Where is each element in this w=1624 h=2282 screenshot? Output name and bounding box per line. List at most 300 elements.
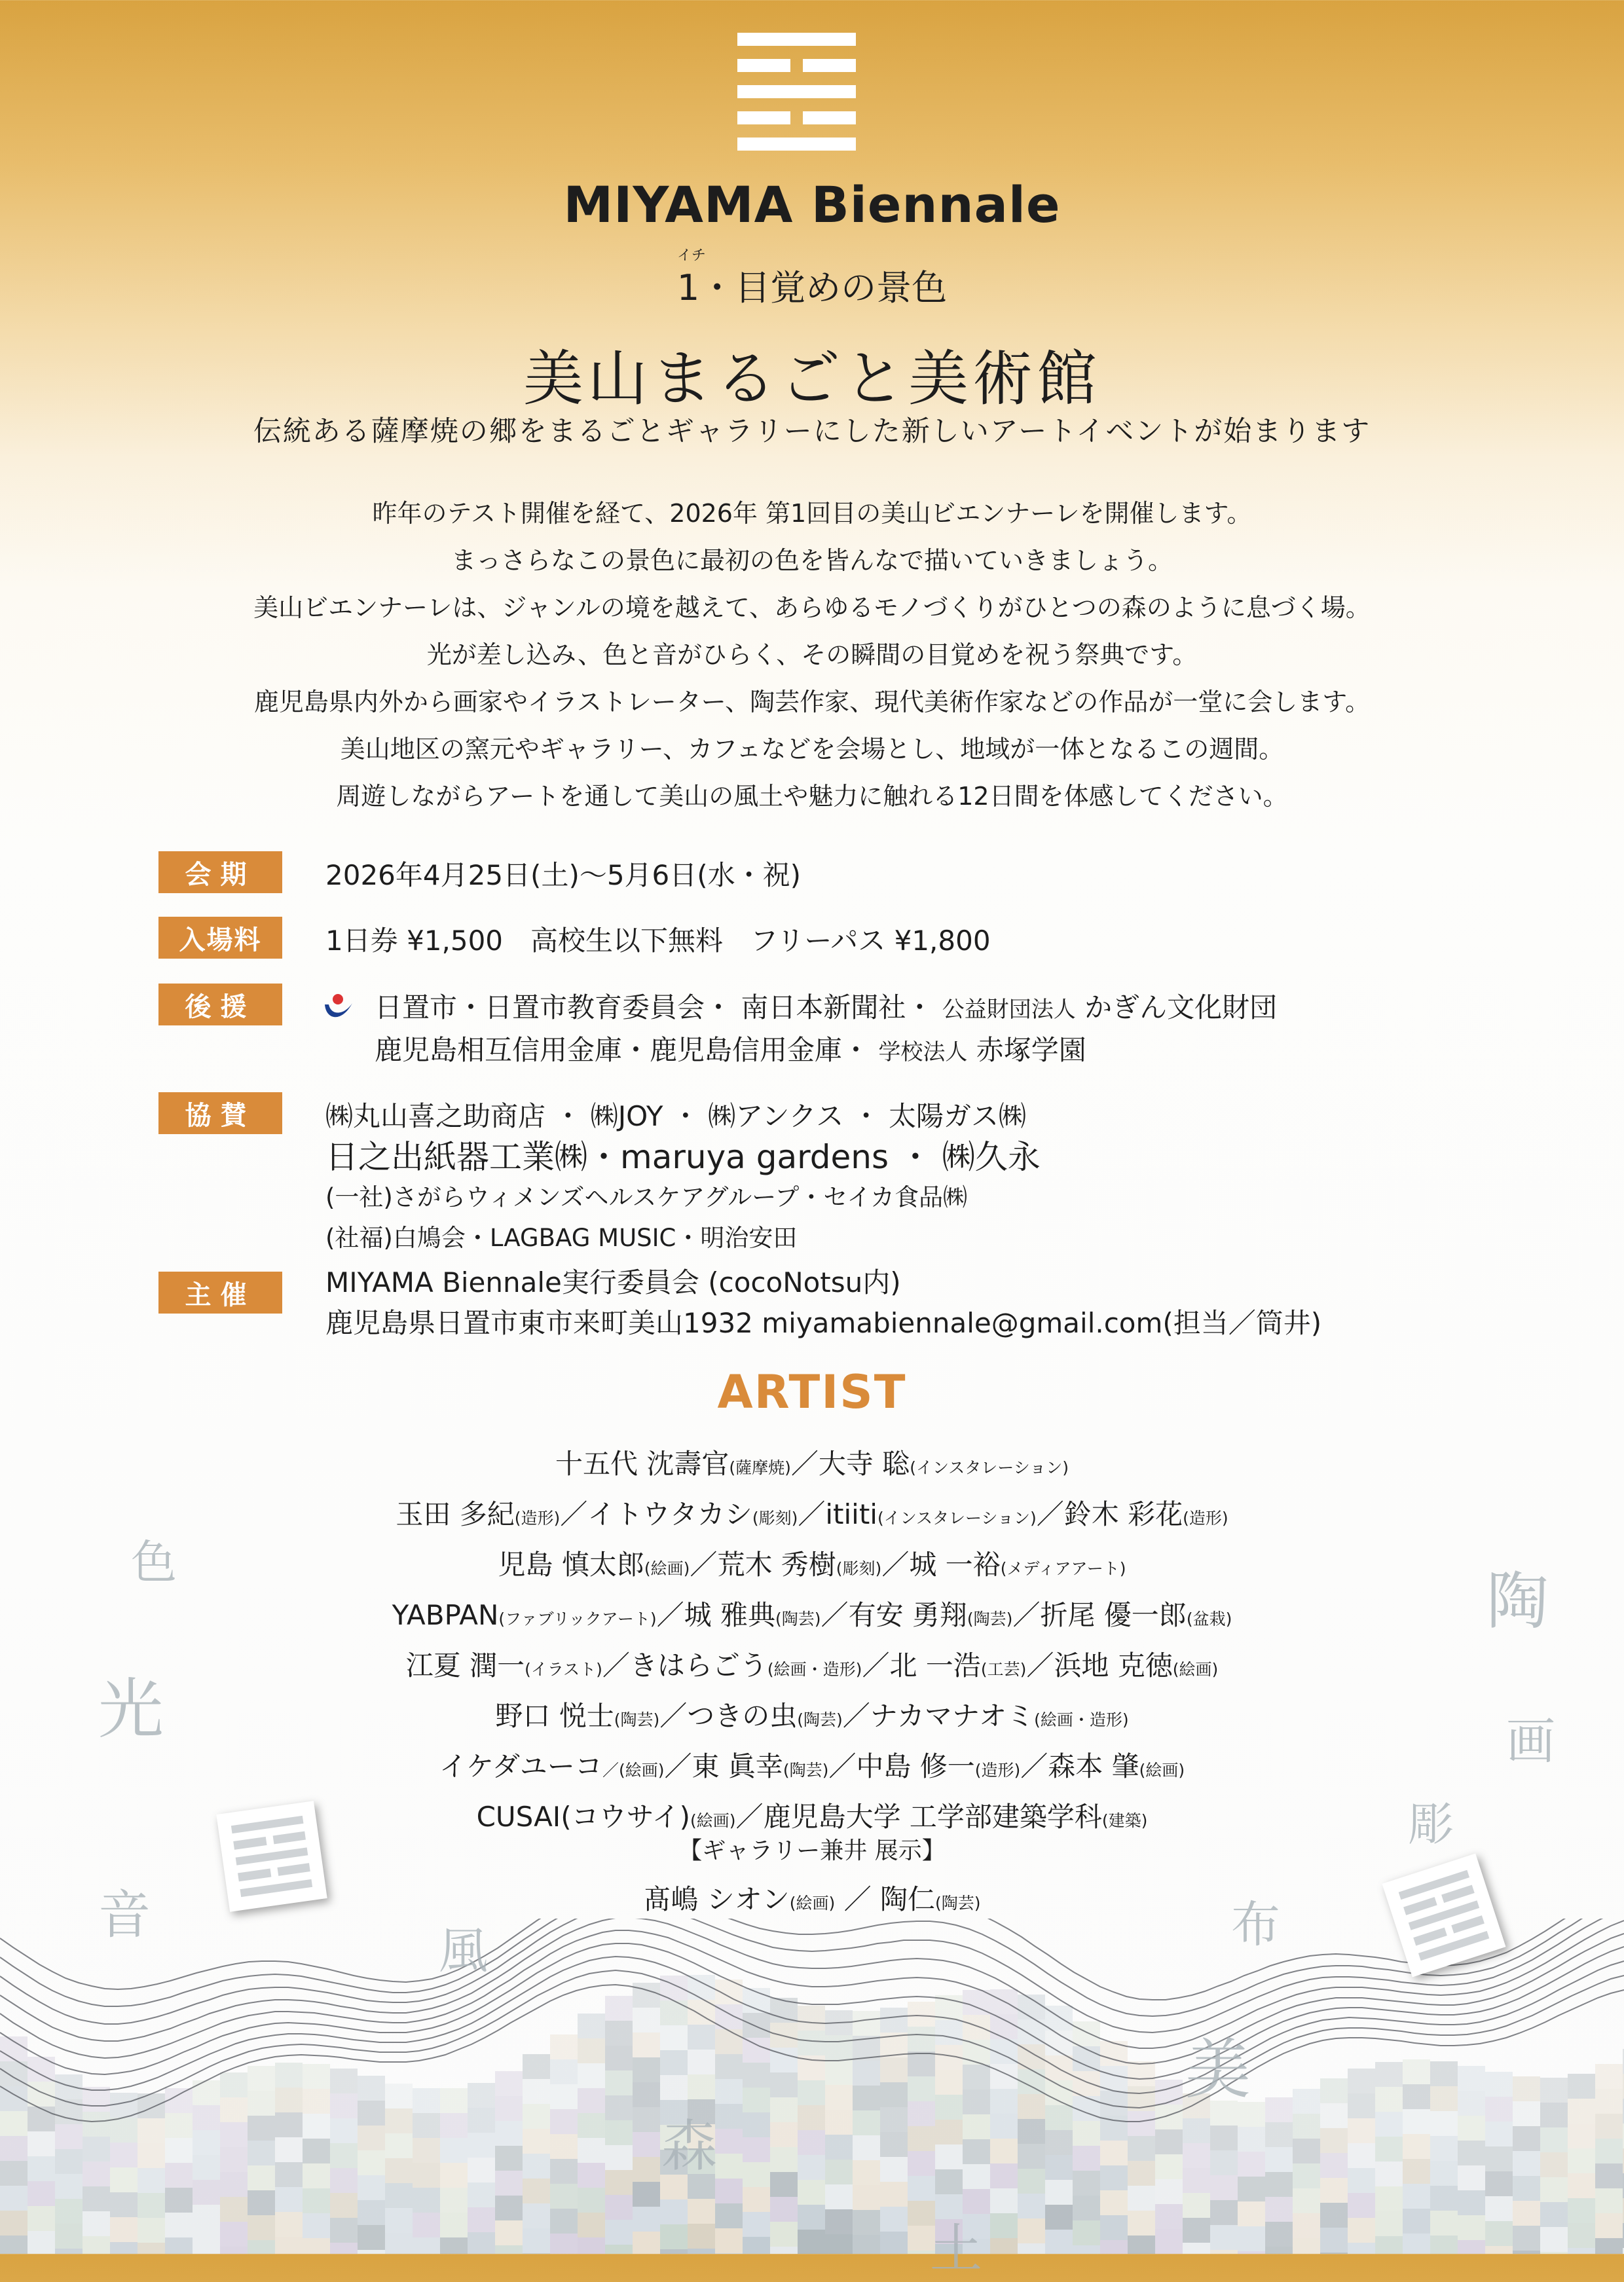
- info-row-period: [158, 851, 802, 893]
- mosaic-tile: [523, 2104, 550, 2129]
- mosaic-tile: [1540, 2227, 1568, 2252]
- wave-line: [0, 1919, 1624, 2000]
- mosaic-tile: [275, 2162, 303, 2187]
- mosaic-tile: [275, 2088, 303, 2112]
- mosaic-tile: [55, 2124, 83, 2149]
- logo-bar: [737, 33, 856, 46]
- mosaic-tile: [1238, 2251, 1265, 2254]
- mosaic-tile: [28, 2231, 55, 2254]
- mosaic-tile: [1128, 2211, 1155, 2236]
- mosaic-tile: [468, 2207, 495, 2232]
- mosaic-tile: [358, 2076, 385, 2101]
- mosaic-tile: [578, 2213, 605, 2237]
- artist-genre: (薩摩焼): [729, 1458, 791, 1477]
- intro-line: 鹿児島県内外から画家やイラストレーター、陶芸作家、現代美術作家などの作品が一堂に会します。: [253, 688, 1371, 716]
- label-period: 会期: [158, 851, 282, 893]
- mosaic-tile: [1320, 2228, 1348, 2253]
- mosaic-tile: [83, 2186, 110, 2211]
- mosaic-tile: [495, 2071, 523, 2096]
- intro-line: まっさらなこの景色に最初の色を皆んなで描いていきましょう。: [451, 546, 1173, 575]
- support-line2-end: 赤塚学園: [976, 1034, 1086, 1066]
- mosaic-tile: [413, 2113, 440, 2138]
- mosaic-tile: [935, 2070, 963, 2095]
- separator: ／: [1020, 1750, 1048, 1782]
- mosaic-tile: [1568, 2198, 1595, 2223]
- mosaic-tile: [358, 2200, 385, 2225]
- logo-bar: [1451, 1915, 1485, 1933]
- mosaic-tile: [138, 2168, 165, 2193]
- mosaic-tile: [0, 2111, 28, 2136]
- mosaic-tile: [1403, 2234, 1430, 2254]
- mosaic-tile: [1045, 2105, 1073, 2130]
- mosaic-tile: [935, 2095, 963, 2120]
- artist-genre: (メディアアート): [1000, 1559, 1126, 1578]
- mosaic-tile: [358, 2150, 385, 2175]
- mosaic-tile: [358, 2126, 385, 2150]
- mosaic-tile: [1458, 2240, 1485, 2254]
- mosaic-tile: [550, 2234, 578, 2254]
- mosaic-tile: [1183, 2168, 1210, 2193]
- mosaic-tile: [1100, 2165, 1128, 2190]
- artist-name: CUSAI(コウサイ): [476, 1801, 691, 1833]
- mosaic-tile: [495, 2096, 523, 2121]
- mosaic-tile: [440, 2113, 468, 2138]
- mosaic-tile: [715, 2054, 743, 2079]
- mosaic-tile: [825, 2110, 853, 2135]
- mosaic-tile: [853, 2160, 880, 2185]
- mosaic-tile: [1210, 2150, 1238, 2175]
- mosaic-tile: [1018, 2169, 1045, 2194]
- mosaic-tile: [303, 2238, 330, 2254]
- decor-kanji: 陶: [1486, 1566, 1549, 1638]
- artist-genre: (工芸): [980, 1660, 1027, 1679]
- artist-genre: (盆栽): [1186, 1610, 1232, 1629]
- support-line2-small: 学校法人: [878, 1039, 968, 1065]
- mosaic-tile: [935, 1995, 963, 2020]
- mosaic-tile: [798, 2155, 825, 2180]
- artist-name: ナカマナオミ: [870, 1700, 1035, 1732]
- mosaic-tile: [715, 2228, 743, 2253]
- mosaic-tile: [1128, 2136, 1155, 2161]
- mosaic-tile: [1568, 2124, 1595, 2148]
- mosaic-tile: [1568, 2223, 1595, 2248]
- artist-genre: (造形): [1183, 1509, 1228, 1528]
- organizer-line1: MIYAMA Biennale実行委員会 (cocoNotsu内): [325, 1266, 901, 1298]
- mosaic-tile: [1238, 2127, 1265, 2152]
- artist-genre: (陶芸): [967, 1610, 1013, 1629]
- artist-line: [0, 1441, 1624, 1491]
- mosaic-tile: [1320, 2203, 1348, 2228]
- mosaic-tile: [1568, 2148, 1595, 2173]
- mosaic-tile: [1073, 2146, 1100, 2171]
- mosaic-tile: [193, 2205, 220, 2230]
- mosaic-tile: [330, 2168, 358, 2193]
- mosaic-tile: [1403, 2134, 1430, 2159]
- mosaic-tile: [1045, 2230, 1073, 2254]
- mosaic-tile: [853, 2210, 880, 2235]
- mosaic-tile: [1073, 2071, 1100, 2096]
- mosaic-tile: [990, 2213, 1018, 2238]
- mountain-mosaic-decoration: [0, 1919, 1624, 2254]
- mosaic-tile: [248, 2240, 275, 2254]
- mosaic-tile: [1430, 2211, 1458, 2236]
- mosaic-tile: [440, 2237, 468, 2254]
- mosaic-tile: [110, 2217, 138, 2242]
- hioki-city-emblem-icon: [322, 991, 355, 1024]
- mosaic-tile: [1293, 2238, 1320, 2254]
- mosaic-tile: [578, 2237, 605, 2254]
- mosaic-tile: [908, 2101, 935, 2126]
- mosaic-tile: [1485, 2246, 1513, 2254]
- mosaic-tile: [660, 2199, 688, 2224]
- mosaic-tile: [715, 2154, 743, 2179]
- mosaic-tile: [963, 2065, 990, 2089]
- mosaic-tile: [1018, 2094, 1045, 2119]
- artist-name: イケダユーコ: [439, 1750, 602, 1782]
- mosaic-tile: [1403, 2084, 1430, 2109]
- mosaic-tile: [908, 2002, 935, 2027]
- mosaic-tile: [248, 2141, 275, 2165]
- artist-name: 城 雅典: [684, 1599, 776, 1631]
- mosaic-tile: [28, 2156, 55, 2181]
- mosaic-tile: [880, 2157, 908, 2182]
- mosaic-tile: [110, 2242, 138, 2254]
- mosaic-tile: [1293, 2139, 1320, 2163]
- mosaic-tile: [1375, 2062, 1403, 2087]
- mosaic-tile: [165, 2138, 193, 2163]
- mosaic-tile: [660, 2224, 688, 2249]
- mosaic-tile: [1430, 2086, 1458, 2111]
- mosaic-tile: [633, 2207, 660, 2232]
- mosaic-tile: [55, 2199, 83, 2224]
- mosaic-tile: [248, 2066, 275, 2091]
- mosaic-tile: [358, 2175, 385, 2200]
- mosaic-tile: [55, 2174, 83, 2199]
- mosaic-tile: [413, 2163, 440, 2188]
- mosaic-tile: [1128, 2061, 1155, 2086]
- mosaic-tile: [908, 2126, 935, 2151]
- logo-bar: [1413, 1928, 1447, 1945]
- logo-bar: [240, 1879, 312, 1897]
- mosaic-tile: [1485, 2196, 1513, 2221]
- mosaic-tile: [1210, 2126, 1238, 2150]
- wave-line: [0, 1919, 1624, 2016]
- separator: ／: [828, 1750, 857, 1782]
- mosaic-tile: [385, 2233, 413, 2254]
- mosaic-tile: [1458, 2116, 1485, 2141]
- mosaic-tile: [468, 2108, 495, 2133]
- mosaic-tile: [990, 2139, 1018, 2163]
- intro-text: [0, 490, 1624, 820]
- artist-name: itiiti: [825, 1498, 877, 1530]
- artist-genre: (建築): [1101, 1811, 1148, 1830]
- mosaic-tile: [715, 2079, 743, 2104]
- mosaic-tile: [825, 2209, 853, 2234]
- separator: ／: [560, 1498, 588, 1530]
- mosaic-tile: [303, 2064, 330, 2089]
- mosaic-tile: [1403, 2109, 1430, 2134]
- artist-list: [0, 1441, 1624, 1844]
- mosaic-tile: [1018, 2144, 1045, 2169]
- artist-name: 東 眞幸: [692, 1750, 783, 1782]
- mosaic-tile: [1018, 2243, 1045, 2254]
- mosaic-tile: [990, 2089, 1018, 2114]
- artist-name: YABPAN: [392, 1599, 499, 1631]
- mosaic-tile: [1595, 2213, 1623, 2238]
- mosaic-tile: [1403, 2159, 1430, 2184]
- mosaic-tile: [1458, 2141, 1485, 2165]
- mosaic-tile: [165, 2237, 193, 2254]
- artist-name: 北 一浩: [889, 1649, 981, 1682]
- mosaic-tile: [385, 2133, 413, 2158]
- label-support: 後援: [158, 984, 282, 1025]
- mosaic-tile: [1293, 2089, 1320, 2114]
- mosaic-tile: [413, 2088, 440, 2113]
- mosaic-tile: [990, 2064, 1018, 2089]
- mosaic-tile: [605, 2245, 633, 2254]
- mosaic-tile: [1540, 2177, 1568, 2202]
- mosaic-tile: [1045, 2180, 1073, 2205]
- mosaic-tile: [1045, 2055, 1073, 2080]
- mosaic-tile: [1265, 2247, 1293, 2254]
- mosaic-tile: [275, 2187, 303, 2212]
- organizer-value: [325, 1262, 1321, 1344]
- mosaic-tile: [138, 2143, 165, 2168]
- mosaic-tile: [495, 2121, 523, 2146]
- mosaic-tile: [935, 2169, 963, 2194]
- mosaic-tile: [990, 2238, 1018, 2254]
- mosaic-tile: [0, 2086, 28, 2111]
- mosaic-tile: [605, 2021, 633, 2046]
- mosaic-tile: [1155, 2105, 1183, 2129]
- decor-kanji: 光: [98, 1671, 164, 1748]
- artist-genre: (陶芸): [783, 1761, 829, 1780]
- artist-name: 森本 肇: [1048, 1750, 1139, 1782]
- mosaic-tile: [1320, 2153, 1348, 2178]
- support-line1-end: かぎん文化財団: [1084, 991, 1278, 1023]
- artist-name: 玉田 多紀: [396, 1498, 515, 1530]
- mosaic-tile: [1540, 2078, 1568, 2103]
- mosaic-tile: [1430, 2111, 1458, 2136]
- artist-genre: (絵画): [644, 1559, 690, 1578]
- mosaic-tile: [165, 2213, 193, 2237]
- separator: ／: [842, 1700, 870, 1732]
- mosaic-tile: [468, 2083, 495, 2108]
- support-line1: 日置市・日置市教育委員会・ 南日本新聞社・: [375, 991, 934, 1023]
- mosaic-tile: [770, 2172, 798, 2197]
- mosaic-tile: [0, 2186, 28, 2211]
- mosaic-tile: [770, 2222, 798, 2247]
- mosaic-tile: [1403, 2209, 1430, 2234]
- mosaic-tile: [1540, 2127, 1568, 2152]
- logo-bar: [737, 138, 856, 151]
- mosaic-tile: [1458, 2190, 1485, 2215]
- mosaic-tile: [578, 2188, 605, 2213]
- mosaic-tile: [303, 2213, 330, 2238]
- artist-name: 鈴木 彩花: [1063, 1498, 1183, 1530]
- mosaic-tile: [798, 2180, 825, 2205]
- decor-kanji: 土: [930, 2218, 982, 2279]
- mosaic-tile: [55, 2149, 83, 2174]
- decor-kanji: 森: [661, 2114, 718, 2179]
- artist-genre: (絵画): [690, 1811, 736, 1830]
- mosaic-tile: [110, 2118, 138, 2143]
- mosaic-tile: [1238, 2201, 1265, 2226]
- mosaic-tile: [853, 2061, 880, 2086]
- artist-name: 十五代 沈壽官: [555, 1448, 729, 1480]
- mosaic-tile: [1018, 2218, 1045, 2243]
- artist-name: 江夏 潤一: [405, 1649, 525, 1682]
- intro-line: 美山地区の窯元やギャラリー、カフェなどを会場とし、地域が一体となるこの週間。: [340, 735, 1284, 764]
- mosaic-tile: [1155, 2080, 1183, 2105]
- mosaic-tile: [688, 2249, 715, 2254]
- mosaic-tile: [1210, 2225, 1238, 2250]
- mosaic-tile: [1348, 2093, 1375, 2118]
- mosaic-tile: [385, 2208, 413, 2233]
- logo-bar: [737, 111, 790, 124]
- mosaic-tile: [1100, 2141, 1128, 2165]
- mosaic-tile: [715, 2179, 743, 2203]
- mosaic-tile: [578, 2138, 605, 2163]
- artist-genre: (彫刻): [752, 1509, 798, 1528]
- mosaic-tile: [1293, 2114, 1320, 2139]
- mosaic-tile: [1100, 2066, 1128, 2091]
- artist-genre: (絵画・造形): [767, 1660, 862, 1679]
- mosaic-tile: [798, 2031, 825, 2055]
- mosaic-tile: [275, 2063, 303, 2088]
- event-subtitle: [0, 248, 1624, 309]
- mosaic-tile: [1458, 2091, 1485, 2116]
- artist-line: [0, 1541, 1624, 1592]
- decor-kanji: 布: [1231, 1896, 1281, 1953]
- mosaic-tile: [1595, 2114, 1623, 2139]
- mosaic-tile: [358, 2101, 385, 2126]
- label-admission: 入場料: [158, 917, 282, 959]
- mosaic-tile: [1155, 2204, 1183, 2229]
- separator: ／: [690, 1549, 718, 1581]
- mosaic-tile: [935, 2120, 963, 2144]
- mosaic-tile: [1293, 2213, 1320, 2238]
- mosaic-tile: [1375, 2236, 1403, 2254]
- mosaic-tile: [1513, 2151, 1540, 2176]
- mosaic-tile: [413, 2213, 440, 2237]
- mosaic-tile: [963, 2164, 990, 2189]
- sponsor-line: (社福)白鳩会・LAGBAG MUSIC・明治安田: [325, 1224, 798, 1252]
- gallery-title: 【ギャラリー兼井 展示】: [678, 1837, 946, 1864]
- sponsors-value: [325, 1096, 1041, 1259]
- mosaic-tile: [688, 2050, 715, 2074]
- mosaic-tile: [550, 2134, 578, 2159]
- mosaic-tile: [110, 2192, 138, 2217]
- mosaic-tile: [633, 2132, 660, 2157]
- mosaic-tile: [468, 2232, 495, 2254]
- mosaic-tile: [1100, 2116, 1128, 2141]
- artist-line: [0, 1743, 1624, 1794]
- mosaic-tile: [330, 2093, 358, 2118]
- mosaic-tile: [1513, 2226, 1540, 2251]
- mosaic-tile: [303, 2188, 330, 2213]
- mosaic-tile: [715, 2129, 743, 2154]
- mosaic-tile: [138, 2193, 165, 2218]
- artist-genre: (イラスト): [525, 1660, 602, 1679]
- mosaic-tile: [660, 2025, 688, 2050]
- mosaic-tile: [248, 2116, 275, 2141]
- artist-genre: (彫刻): [836, 1559, 882, 1578]
- mosaic-tile: [743, 2237, 770, 2254]
- mosaic-tile: [1485, 2221, 1513, 2246]
- mosaic-tile: [715, 2029, 743, 2054]
- mosaic-tile: [798, 2205, 825, 2230]
- support-line2: 鹿児島相互信用金庫・鹿児島信用金庫・: [375, 1034, 870, 1066]
- mosaic-tile: [220, 2072, 248, 2097]
- mosaic-tile: [1128, 2111, 1155, 2136]
- mosaic-tile: [1595, 2064, 1623, 2089]
- artist-name: 児島 慎太郎: [498, 1549, 644, 1581]
- mosaic-tile: [523, 2179, 550, 2203]
- mosaic-tile: [908, 2151, 935, 2176]
- mosaic-tile: [743, 2137, 770, 2162]
- mosaic-tile: [1265, 2147, 1293, 2172]
- separator: ／: [862, 1649, 890, 1682]
- mosaic-tile: [743, 2063, 770, 2088]
- artist-genre: (陶芸): [614, 1710, 660, 1729]
- artist-genre: (陶芸): [775, 1610, 821, 1629]
- mosaic-tile: [83, 2137, 110, 2162]
- mosaic-tile: [550, 2084, 578, 2109]
- mosaic-tile: [1375, 2112, 1403, 2137]
- mosaic-tile: [28, 2107, 55, 2131]
- mosaic-tile: [605, 2195, 633, 2220]
- mosaic-tile: [990, 2188, 1018, 2213]
- logo-bar: [238, 1869, 271, 1881]
- decor-kanji: 風: [439, 1922, 489, 1979]
- mosaic-tile: [523, 2054, 550, 2079]
- mosaic-tile: [605, 2145, 633, 2170]
- separator: ／: [798, 1498, 826, 1530]
- gallery-artist-genre: (陶芸): [935, 1894, 981, 1913]
- mosaic-tile: [55, 2074, 83, 2099]
- mosaic-tile: [1293, 2188, 1320, 2213]
- mosaic-tile: [1183, 2143, 1210, 2168]
- mosaic-tile: [110, 2143, 138, 2167]
- mosaic-tile: [1183, 2243, 1210, 2254]
- mosaic-tile: [1265, 2172, 1293, 2197]
- mosaic-tile: [880, 2182, 908, 2207]
- mosaic-tile: [633, 1983, 660, 2008]
- mosaic-tile: [468, 2133, 495, 2158]
- support-line1-small: 公益財団法人: [942, 997, 1076, 1023]
- admission-value: 1日券 ¥1,500 高校生以下無料 フリーパス ¥1,800: [325, 925, 991, 957]
- mosaic-tile: [1128, 2186, 1155, 2211]
- mosaic-tile: [1568, 2099, 1595, 2124]
- mosaic-tile: [825, 2135, 853, 2160]
- label-sponsors: 協賛: [158, 1092, 282, 1134]
- mosaic-tile: [440, 2163, 468, 2188]
- label-organizer: 主催: [158, 1272, 282, 1314]
- mosaic-tile: [550, 2109, 578, 2134]
- mosaic-tile: [1513, 2076, 1540, 2101]
- sponsor-line: 日之出紙器工業㈱・maruya gardens ・ ㈱久永: [325, 1138, 1041, 1176]
- mosaic-tile: [798, 2105, 825, 2130]
- mosaic-tile: [963, 2139, 990, 2164]
- mosaic-tile: [770, 2247, 798, 2254]
- artist-line: [0, 1693, 1624, 1743]
- mosaic-tile: [578, 2038, 605, 2063]
- headline: 美山まるごと美術館: [523, 344, 1101, 414]
- mosaic-tile: [138, 2243, 165, 2254]
- mosaic-tile: [770, 2147, 798, 2172]
- mosaic-tile: [1375, 2186, 1403, 2211]
